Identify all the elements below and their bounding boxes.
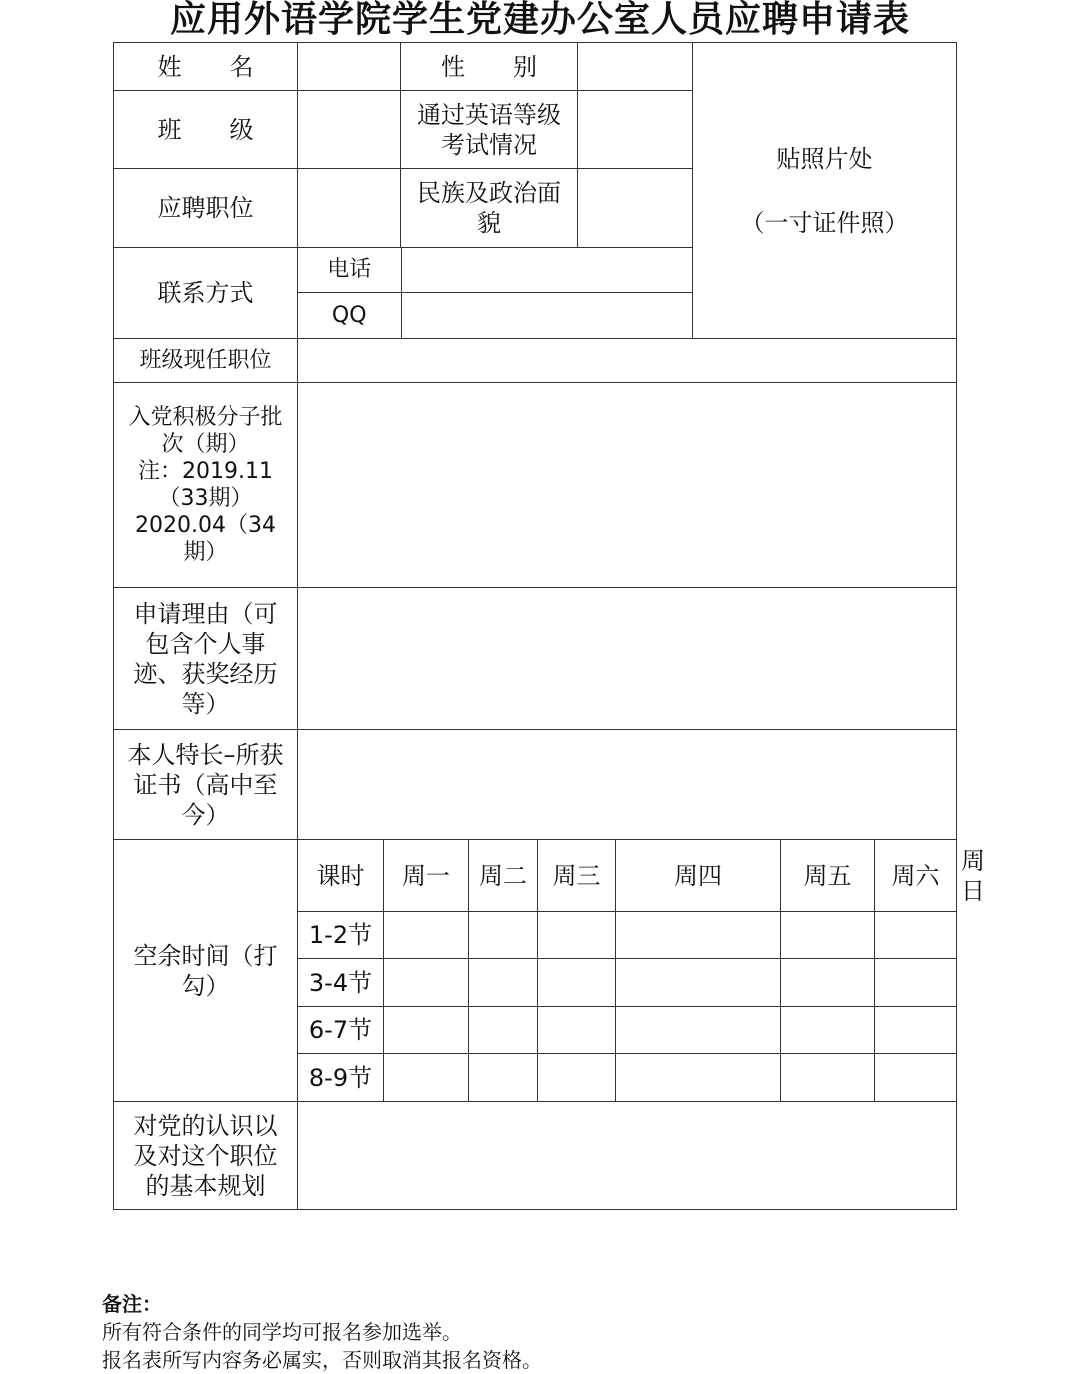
skills-label: 本人特长–所获证书（高中至今） bbox=[114, 730, 298, 840]
schedule-period-label: 3-4节 bbox=[298, 959, 384, 1007]
schedule-header-fri: 周五 bbox=[781, 840, 875, 912]
activist-batch-field[interactable] bbox=[298, 383, 957, 588]
schedule-cell[interactable] bbox=[538, 1007, 616, 1054]
free-time-label: 空余时间（打勾） bbox=[114, 840, 298, 1102]
application-form-table: 姓 名 性 别 贴照片处 （一寸证件照） 班 级 通过英语等级考试情况 应聘职位 民族及政治面貌 联系方式 电话 QQ 班级现任职位 入党积极分子批次（期） 注：2019.11（33期） 2020.04（34期） 申请理由（可包含个人事迹、获奖经历等） 本人特长–所获证书（高中至今） 空余时间（打勾） 课时 周一 周二 周三 周四 周五 周六 周日 1-2节 3-4节 6-7节 8-9节 对党的认识以及对这个职位的基本规划 bbox=[113, 42, 957, 1210]
reason-field[interactable] bbox=[298, 588, 957, 730]
activist-batch-note-1: 注：2019.11（33期） bbox=[138, 459, 273, 511]
reason-label: 申请理由（可包含个人事迹、获奖经历等） bbox=[114, 588, 298, 730]
name-field[interactable] bbox=[298, 43, 401, 91]
schedule-cell[interactable] bbox=[875, 1007, 957, 1054]
schedule-cell[interactable] bbox=[384, 1054, 469, 1102]
schedule-cell[interactable] bbox=[469, 912, 538, 959]
class-label: 班 级 bbox=[114, 91, 298, 169]
schedule-header-mon: 周一 bbox=[384, 840, 469, 912]
schedule-header-wed: 周三 bbox=[538, 840, 616, 912]
party-understanding-label: 对党的认识以及对这个职位的基本规划 bbox=[114, 1102, 298, 1210]
activist-batch-label bbox=[114, 383, 298, 588]
schedule-cell[interactable] bbox=[469, 1054, 538, 1102]
schedule-cell[interactable] bbox=[781, 959, 875, 1007]
qq-field[interactable] bbox=[401, 292, 692, 338]
contact-subtable bbox=[298, 248, 693, 339]
schedule-header-tue: 周二 bbox=[469, 840, 538, 912]
schedule-cell[interactable] bbox=[616, 1007, 781, 1054]
class-position-field[interactable] bbox=[298, 339, 957, 383]
photo-label: 贴照片处 bbox=[776, 144, 873, 173]
qq-label: QQ bbox=[298, 292, 401, 338]
notes-heading: 备注： bbox=[102, 1292, 162, 1316]
activist-batch-title: 入党积极分子批次（期） bbox=[128, 405, 283, 457]
schedule-cell[interactable] bbox=[538, 912, 616, 959]
schedule-header-sat: 周六 bbox=[875, 840, 957, 912]
ethnic-political-label: 民族及政治面貌 bbox=[401, 169, 578, 248]
notes-line-1: 所有符合条件的同学均可报名参加选举。 bbox=[102, 1320, 462, 1344]
schedule-cell[interactable] bbox=[616, 1054, 781, 1102]
schedule-cell[interactable] bbox=[469, 959, 538, 1007]
schedule-cell[interactable] bbox=[469, 1007, 538, 1054]
notes-section bbox=[102, 1290, 542, 1374]
schedule-header-period: 课时 bbox=[298, 840, 384, 912]
party-understanding-field[interactable] bbox=[298, 1102, 957, 1210]
schedule-period-label: 8-9节 bbox=[298, 1054, 384, 1102]
name-label: 姓 名 bbox=[114, 43, 298, 91]
class-field[interactable] bbox=[298, 91, 401, 169]
english-level-field[interactable] bbox=[578, 91, 693, 169]
schedule-cell[interactable] bbox=[384, 912, 469, 959]
form-title: 应用外语学院学生党建办公室人员应聘申请表 bbox=[169, 0, 910, 40]
gender-label: 性 别 bbox=[401, 43, 578, 91]
schedule-cell[interactable] bbox=[781, 912, 875, 959]
schedule-cell[interactable] bbox=[538, 1054, 616, 1102]
position-label: 应聘职位 bbox=[114, 169, 298, 248]
notes-line-2: 报名表所写内容务必属实，否则取消其报名资格。 bbox=[102, 1348, 542, 1372]
schedule-cell[interactable] bbox=[616, 912, 781, 959]
gender-field[interactable] bbox=[578, 43, 693, 91]
schedule-cell[interactable] bbox=[875, 912, 957, 959]
english-level-label: 通过英语等级考试情况 bbox=[401, 91, 578, 169]
schedule-cell[interactable] bbox=[875, 959, 957, 1007]
skills-field[interactable] bbox=[298, 730, 957, 840]
schedule-cell[interactable] bbox=[616, 959, 781, 1007]
schedule-cell[interactable] bbox=[384, 1007, 469, 1054]
position-field[interactable] bbox=[298, 169, 401, 248]
schedule-period-label: 6-7节 bbox=[298, 1007, 384, 1054]
schedule-period-label: 1-2节 bbox=[298, 912, 384, 959]
schedule-cell[interactable] bbox=[875, 1054, 957, 1102]
phone-label: 电话 bbox=[298, 248, 401, 292]
phone-field[interactable] bbox=[401, 248, 692, 292]
ethnic-political-field[interactable] bbox=[578, 169, 693, 248]
class-position-label: 班级现任职位 bbox=[114, 339, 298, 383]
schedule-cell[interactable] bbox=[781, 1007, 875, 1054]
schedule-cell[interactable] bbox=[384, 959, 469, 1007]
contact-label: 联系方式 bbox=[114, 248, 298, 339]
schedule-cell[interactable] bbox=[781, 1054, 875, 1102]
activist-batch-note-2: 2020.04（34期） bbox=[135, 513, 276, 565]
schedule-header-thu: 周四 bbox=[616, 840, 781, 912]
photo-area bbox=[693, 43, 957, 339]
photo-size-note: （一寸证件照） bbox=[740, 208, 909, 237]
schedule-cell[interactable] bbox=[538, 959, 616, 1007]
